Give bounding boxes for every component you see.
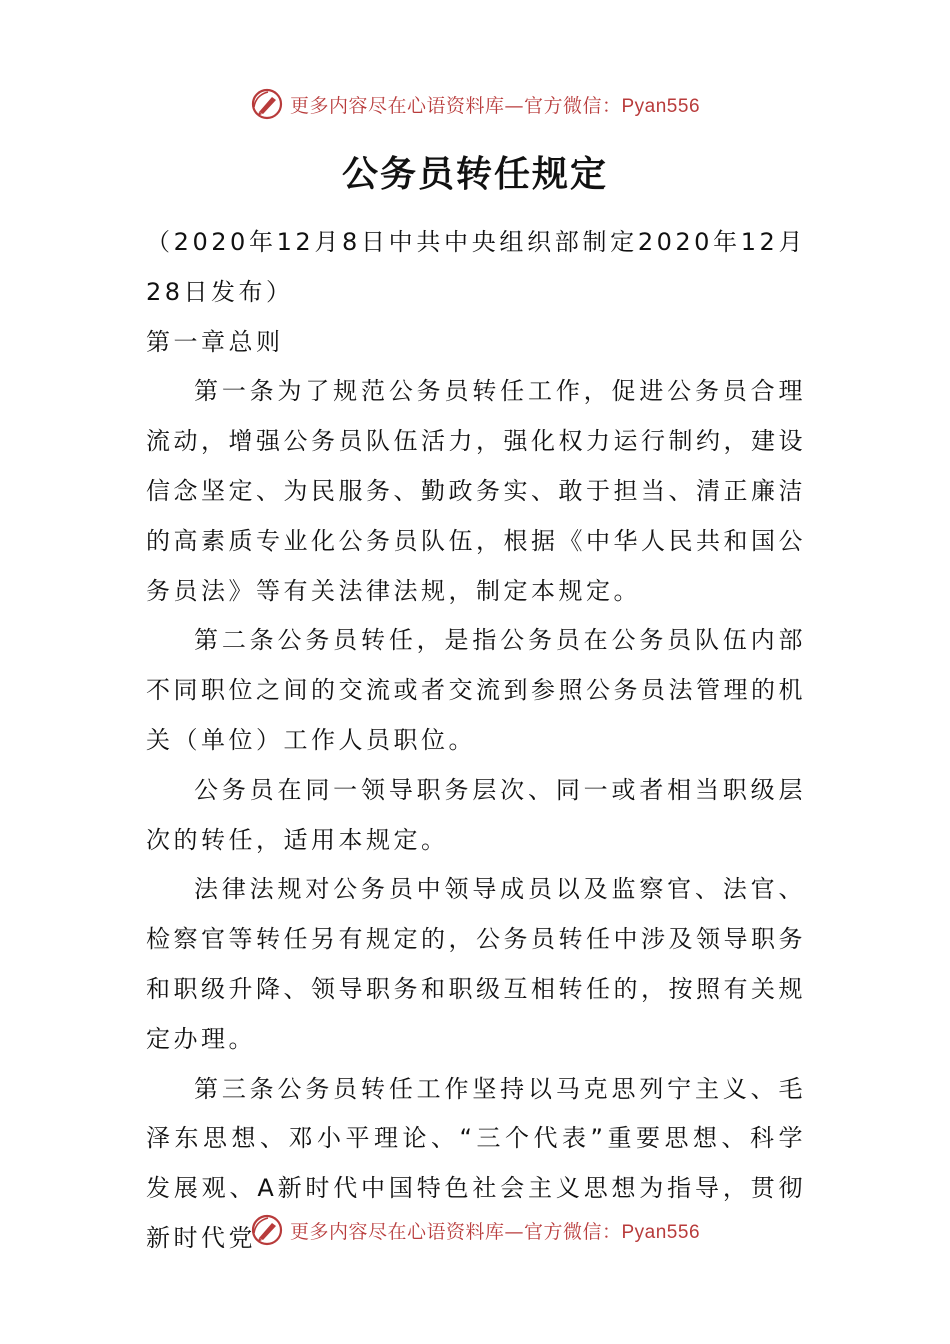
article-1-paragraph: 第一条为了规范公务员转任工作，促进公务员合理流动，增强公务员队伍活力，强化权力运行制约，建设信念坚定、为民服务、勤政务实、敢于担当、清正廉洁的高素质专业化公务员队伍，根据《中华人民共和国公务员法》等有关法律法规，制定本规定。 bbox=[146, 377, 806, 605]
chapter-heading: 第一章总则 bbox=[146, 327, 284, 356]
document-date-note: （2020年12月8日中共中央组织部制定2020年12月28日发布） bbox=[146, 228, 806, 306]
document-title: 公务员转任规定 bbox=[341, 154, 608, 195]
watermark-label: 更多内容尽在心语资料库—官方微信： bbox=[289, 94, 622, 117]
pen-nib-logo-icon bbox=[250, 87, 284, 121]
footer-watermark bbox=[0, 1210, 950, 1250]
watermark-contact: Pyan556 bbox=[621, 1221, 701, 1243]
article-3-paragraph: 第三条公务员转任工作坚持以马克思列宁主义、毛泽东思想、邓小平理论、“三个代表”重要思想、科学发展观、A新时代中国特色社会主义思想为指导，贯彻新时代党 bbox=[146, 1074, 806, 1252]
article-2-paragraph: 第二条公务员转任，是指公务员在公务员队伍内部不同职位之间的交流或者交流到参照公务员法管理的机关（单位）工作人员职位。 bbox=[146, 626, 806, 754]
article-2-exception-paragraph: 法律法规对公务员中领导成员以及监察官、法官、检察官等转任另有规定的，公务员转任中涉及领导职务和职级升降、领导职务和职级互相转任的，按照有关规定办理。 bbox=[146, 875, 806, 1053]
watermark-label: 更多内容尽在心语资料库—官方微信： bbox=[289, 1220, 622, 1243]
watermark-text bbox=[290, 1217, 700, 1244]
pen-nib-logo-icon bbox=[250, 1213, 284, 1247]
watermark-text bbox=[290, 91, 700, 118]
header-watermark bbox=[0, 84, 950, 124]
document-body bbox=[146, 218, 806, 1264]
article-2-scope-paragraph: 公务员在同一领导职务层次、同一或者相当职级层次的转任，适用本规定。 bbox=[146, 775, 806, 854]
watermark-contact: Pyan556 bbox=[621, 95, 701, 117]
